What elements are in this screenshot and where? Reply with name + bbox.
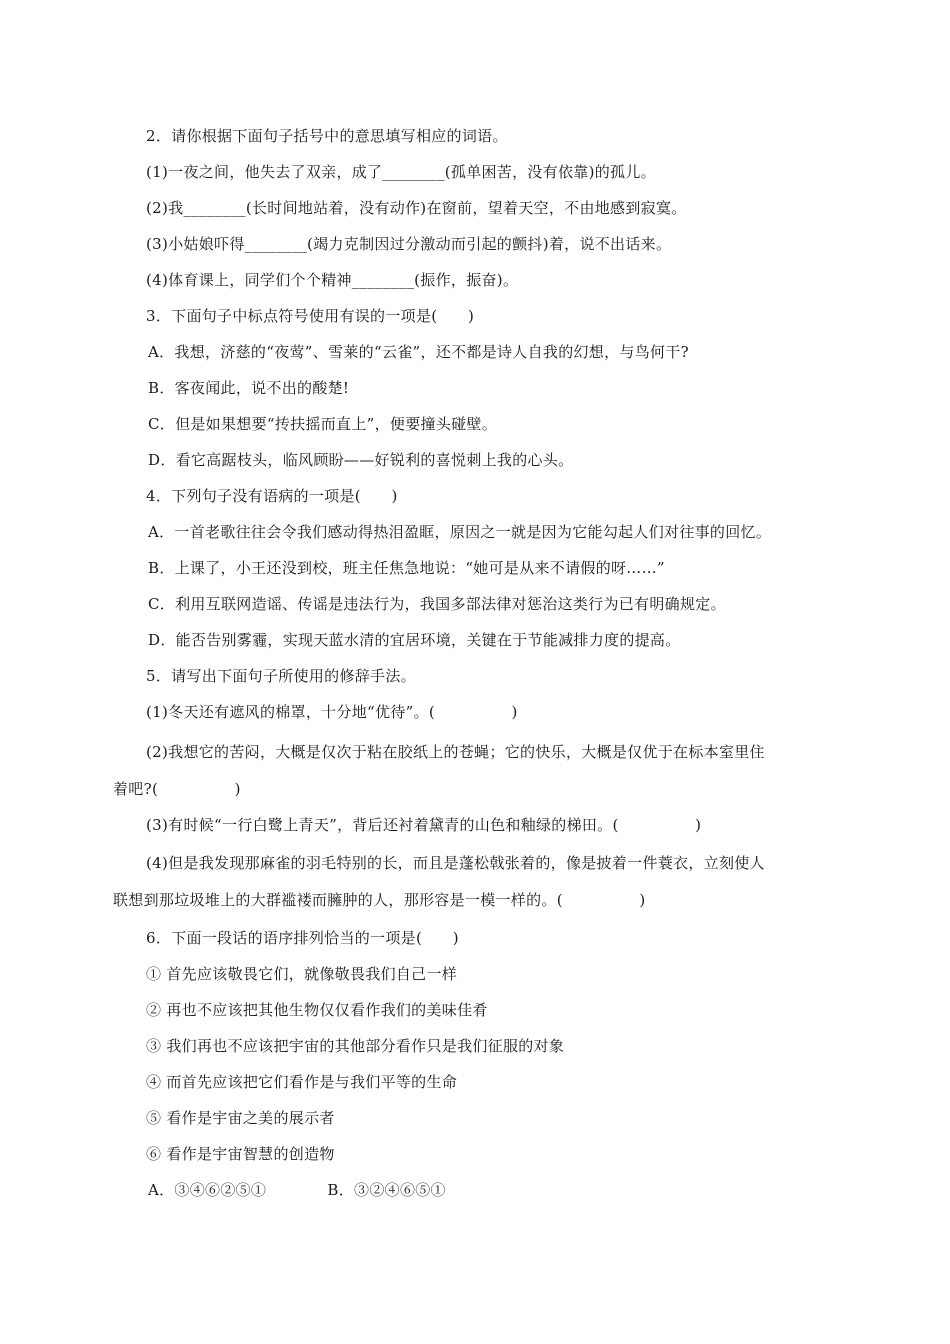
question-6-sentence-2: ② 再也不应该把其他生物仅仅看作我们的美味佳肴: [146, 1001, 488, 1019]
question-2-item-3: (3)小姑娘吓得________(竭力克制因过分激动而引起的颤抖)着，说不出话来。: [146, 235, 672, 253]
question-3-option-b: B．客夜闻此，说不出的酸楚!: [148, 379, 350, 397]
question-4-option-a: A．一首老歌往往会令我们感动得热泪盈眶，原因之一就是因为它能勾起人们对往事的回忆。: [148, 523, 772, 541]
question-5-item-3: (3)有时候“一行白鹭上青天”，背后还衬着黛青的山色和釉绿的梯田。( ): [146, 816, 702, 834]
question-3-stem: 3．下面句子中标点符号使用有误的一项是( ): [146, 307, 475, 325]
question-4-option-d: D．能否告别雾霾，实现天蓝水清的宜居环境，关键在于节能减排力度的提高。: [148, 631, 681, 649]
question-5-stem: 5．请写出下面句子所使用的修辞手法。: [146, 667, 416, 685]
question-6-stem: 6．下面一段话的语序排列恰当的一项是( ): [146, 929, 459, 947]
question-5-item-2: (2)我想它的苦闷，大概是仅次于粘在胶纸上的苍蝇；它的快乐，大概是仅优于在标本室里住: [146, 743, 765, 761]
question-2-item-4: (4)体育课上，同学们个个精神________(振作，振奋)。: [146, 271, 519, 289]
question-3-option-a: A．我想，济慈的“夜莺”、雪莱的“云雀”，还不都是诗人自我的幻想，与鸟何干?: [148, 343, 689, 361]
question-2-stem: 2．请你根据下面句子括号中的意思填写相应的词语。: [146, 127, 508, 145]
question-5-item-4-continued: 联想到那垃圾堆上的大群褴褛而臃肿的人，那形容是一模一样的。( ): [113, 891, 646, 909]
question-4-option-b: B．上课了，小王还没到校，班主任焦急地说：“她可是从来不请假的呀……”: [148, 559, 665, 577]
question-3-option-c: C．但是如果想要“抟扶摇而直上”，便要撞头碰壁。: [148, 415, 498, 433]
question-4-option-c: C．利用互联网造谣、传谣是违法行为，我国多部法律对惩治这类行为已有明确规定。: [148, 595, 726, 613]
question-6-sentence-4: ④ 而首先应该把它们看作是与我们平等的生命: [146, 1073, 458, 1091]
question-6-options: A．③④⑥②⑤① B．③②④⑥⑤①: [148, 1181, 446, 1199]
question-6-sentence-3: ③ 我们再也不应该把宇宙的其他部分看作只是我们征服的对象: [146, 1037, 565, 1055]
question-6-sentence-6: ⑥ 看作是宇宙智慧的创造物: [146, 1145, 335, 1163]
question-2-item-1: (1)一夜之间，他失去了双亲，成了________(孤单困苦，没有依靠)的孤儿。: [146, 163, 656, 181]
question-5-item-2-continued: 着吧?( ): [113, 780, 241, 798]
question-5-item-1: (1)冬天还有遮风的棉罩，十分地“优待”。( ): [146, 703, 518, 721]
question-6-sentence-5: ⑤ 看作是宇宙之美的展示者: [146, 1109, 335, 1127]
question-3-option-d: D．看它高踞枝头，临风顾盼——好锐利的喜悦刺上我的心头。: [148, 451, 574, 469]
question-2-item-2: (2)我________(长时间地站着，没有动作)在窗前，望着天空，不由地感到寂寞。: [146, 199, 687, 217]
question-6-sentence-1: ① 首先应该敬畏它们，就像敬畏我们自己一样: [146, 965, 458, 983]
question-4-stem: 4．下列句子没有语病的一项是( ): [146, 487, 398, 505]
question-5-item-4: (4)但是我发现那麻雀的羽毛特别的长，而且是蓬松戟张着的，像是披着一件蓑衣，立刻使人: [146, 854, 765, 872]
